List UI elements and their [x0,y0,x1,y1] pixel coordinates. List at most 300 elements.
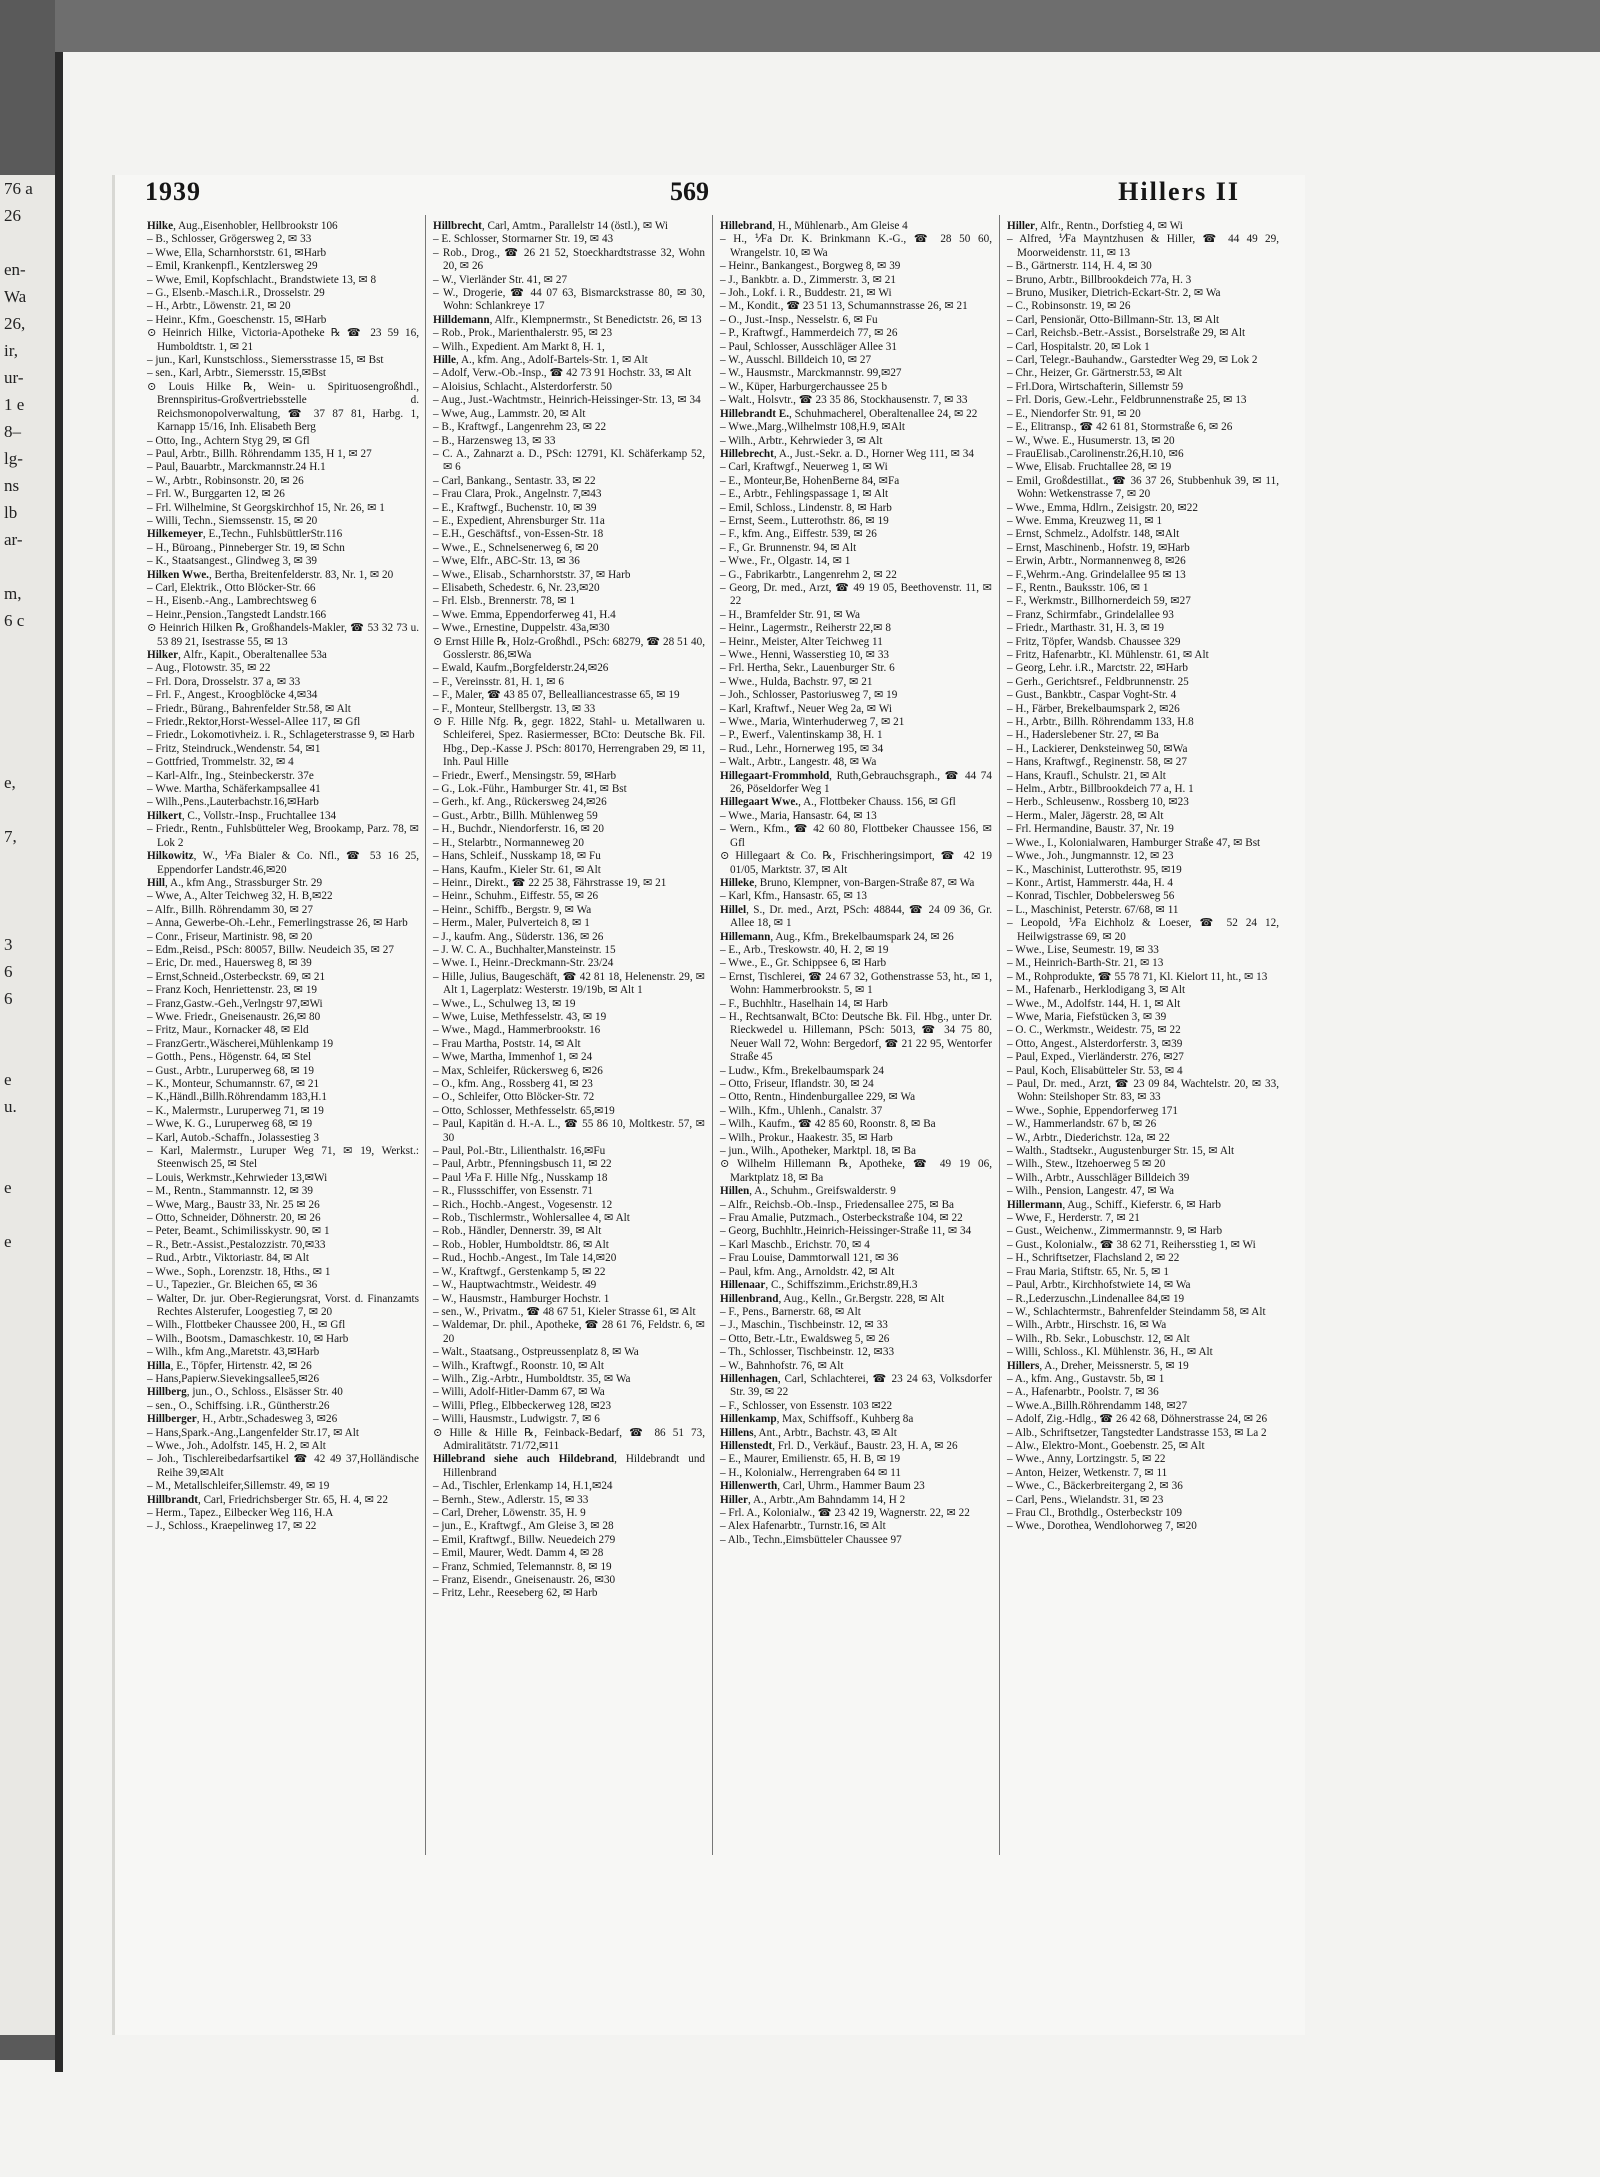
directory-entry: – Walter, Dr. jur. Ober-Regierungsrat, Vorst. d. Finanzamts Rechtes Alsterufer, Loogestieg 7, ✉ 20 [147,1292,419,1318]
directory-entry: – Karl, Malermstr., Luruper Weg 71, ✉ 19, Werkst.: Steenwisch 25, ✉ Stel [147,1145,419,1171]
page-year: 1939 [145,177,201,206]
directory-entry: – Ad., Tischler, Erlenkamp 14, H.1,✉24 [433,1480,613,1493]
directory-entry: – Paul ⅟Fa F. Hille Nfg., Nusskamp 18 [433,1171,608,1184]
previous-page-fragment [0,1579,55,1606]
directory-entry: – G., Elsenb.-Masch.i.R., Drosselstr. 29 [147,287,325,300]
previous-page-fragment: e [4,1070,12,1089]
directory-entry: – Walt., Arbtr., Langestr. 48, ✉ Wa [720,756,877,769]
directory-entry: – Rob., Tischlermstr., Wohlersallee 4, ✉ Alt [433,1212,630,1225]
directory-entry: Hillebrandt E., Schuhmacherel, Oberaltenallee 24, ✉ 22 [720,407,978,420]
directory-entry: – Karl, Autob.-Schaffn., Jolassestieg 3 [147,1131,319,1144]
directory-entry: – Gust., Bankbtr., Caspar Voght-Str. 4 [1007,689,1177,702]
directory-entry: – Frl. W., Burggarten 12, ✉ 26 [147,488,285,501]
directory-entry: – Heinr., Direkt., ☎ 22 25 38, Fährstrasse 19, ✉ 21 [433,876,667,889]
directory-entry: Hillenaar, C., Schiffszimm.,Erichstr.89,H.3 [720,1279,918,1292]
directory-entry: – Conr., Friseur, Martinistr. 98, ✉ 20 [147,930,313,943]
directory-entry: – J., Schloss., Kraepelinweg 17, ✉ 22 [147,1520,317,1533]
directory-entry: Hilkert, C., Vollstr.-Insp., Fruchtallee 134 [147,809,337,822]
directory-entry: – Helm., Arbtr., Billbrookdeich 77 a, H. 1 [1007,783,1194,796]
directory-entry: – C., Robinsonstr. 19, ✉ 26 [1007,300,1131,313]
directory-entry: – Wilh., Arbtr., Kehrwieder 3, ✉ Alt [720,434,883,447]
directory-entry: – Wilh.,Pens.,Lauterbachstr.16,✉Harb [147,796,319,809]
directory-entry: – Walth., Stadtsekr., Augustenburger Str. 15, ✉ Alt [1007,1145,1235,1158]
directory-entry: – Rud., Lehr., Hornerweg 195, ✉ 34 [720,742,884,755]
directory-entry: – Heinr., Lagermstr., Reiherstr 22,✉ 8 [720,622,891,635]
directory-entry: – Wwe. Friedr., Gneisenaustr. 26,✉ 80 [147,1010,321,1023]
directory-entry: – jun., E., Kraftwgf., Am Gleise 3, ✉ 28 [433,1520,614,1533]
directory-entry: – Wwe.A.,Billh.Röhrendamm 148, ✉27 [1007,1399,1188,1412]
directory-entry: – Emil, Schloss., Lindenstr. 8, ✉ Harb [720,501,892,514]
directory-entry: – H., Arbtr., Löwenstr. 21, ✉ 20 [147,300,291,313]
running-head: Hillers II [1118,177,1240,206]
previous-page-fragment: 1 e [4,395,25,414]
previous-page-fragment: 26 [4,206,21,225]
directory-entry: – Wwe, Marg., Baustr 33, Nr. 25 ✉ 26 [147,1198,320,1211]
directory-entry: – sen., O., Schiffsing. i.R., Güntherstr.26 [147,1399,330,1412]
directory-entry: – Heinr., Meister, Alter Teichweg 11 [720,635,883,648]
directory-entry: Hillegaart-Frommhold, Ruth,Gebrauchsgraph., ☎ 44 74 26, Pöseldorfer Weg 1 [720,769,992,796]
directory-entry: – Gust., Arbtr., Luruperweg 68, ✉ 19 [147,1064,314,1077]
directory-entry: Hilldemann, Alfr., Klempnermstr., St Benedictstr. 26, ✉ 13 [433,313,702,326]
directory-entry: – Frl. A., Kolonialw., ☎ 23 42 19, Wagnerstr. 22, ✉ 22 [720,1507,970,1519]
directory-entry: – Karl-Alfr., Ing., Steinbeckerstr. 37e [147,769,314,782]
directory-entry: – Carl, Dreher, Löwenstr. 35, H. 9 [433,1507,586,1519]
directory-entry: – Gerh., Gerichtsref., Feldbrunnenstr. 25 [1007,675,1189,688]
previous-page-fragment [0,1633,55,1660]
previous-page-fragment [0,1687,55,1714]
directory-entry: – M., Rohprodukte, ☎ 55 78 71, Kl. Kielort 11, ht., ✉ 13 [1007,970,1268,983]
directory-entry: – Rich., Hochb.-Angest., Vogesenstr. 12 [433,1198,613,1211]
directory-entry: Hillenhagen, Carl, Schlachterei, ☎ 23 24 63, Volksdorfer Str. 39, ✉ 22 [720,1372,992,1399]
directory-entry: – Aloisius, Schlacht., Alsterdorferstr. 50 [433,380,612,393]
directory-entry: – Paul, kfm. Ang., Arnoldstr. 42, ✉ Alt [720,1265,895,1278]
directory-entry: – Paul, Koch, Elisabütteler Str. 53, ✉ 4 [1007,1064,1183,1077]
directory-entry: – Alb., Schriftsetzer, Tangstedter Landstrasse 153, ✉ La 2 [1007,1426,1267,1439]
directory-entry: Hillel, S., Dr. med., Arzt, PSch: 48844, ☎ 24 09 36, Gr. Allee 18, ✉ 1 [720,903,992,930]
directory-entry: – Wwe., Lise, Seumestr. 19, ✉ 33 [1007,943,1159,956]
previous-page-fragment: ar- [4,530,23,549]
directory-entry: – E., Monteur,Be, HohenBerne 84, ✉Fa [720,474,900,487]
previous-page-fragment: m, [4,584,22,603]
directory-entry: Hillebrand siehe auch Hildebrand, Hildebrandt und Hillenbrand [433,1453,706,1479]
directory-entry: – W., Hauptwachtmstr., Weidestr. 49 [433,1279,597,1292]
directory-entry: – Franz Koch, Henriettenstr. 23, ✉ 19 [147,984,318,997]
directory-entry: – Wwe., E., Schnelsenerweg 6, ✉ 20 [433,541,599,554]
directory-entry: – Wilh., Zig.-Arbtr., Humboldtstr. 35, ✉ Wa [433,1372,631,1385]
directory-entry: – Wwe, Maria, Fiefstücken 3, ✉ 39 [1007,1010,1167,1023]
directory-entry: – Alfr., Reichsb.-Ob.-Insp., Friedensallee 275, ✉ Ba [720,1198,955,1211]
previous-page-fragment: en- [4,260,26,279]
directory-entry: – Karl, Kraftwf., Neuer Weg 2a, ✉ Wi [720,702,892,715]
directory-entry: – Ludw., Kfm., Brekelbaumspark 24 [720,1064,884,1077]
directory-entry: – Ernst, Seem., Lutterothstr. 86, ✉ 19 [720,514,889,527]
directory-entry: – E., Kraftwgf., Buchenstr. 10, ✉ 39 [433,501,597,514]
directory-entry: – L., Maschinist, Peterstr. 67/68, ✉ 11 [1007,903,1179,916]
directory-entry: – Gerh., kf. Ang., Rückersweg 24,✉26 [433,796,607,809]
directory-entry: Hillenbrand, Aug., Kelln., Gr.Bergstr. 228, ✉ Alt [720,1292,945,1305]
directory-entry: – Wilh., kfm Ang.,Maretstr. 43,✉Harb [147,1346,320,1359]
directory-entry: – Hans,Spark.-Ang.,Langenfelder Str.17, ✉ Alt [147,1426,359,1439]
directory-entry: – Wilh., Stew., Itzehoerweg 5 ✉ 20 [1007,1158,1166,1171]
scan-background-top [0,0,1600,52]
column-rule [999,215,1000,1855]
directory-entry: – Otto, Angest., Alsterdorferstr. 3, ✉39 [1007,1037,1183,1050]
directory-entry: – Paul, Kapitän d. H.-A. L., ☎ 55 86 10, Moltkestr. 57, ✉ 30 [433,1118,705,1144]
directory-entry: – Carl, Elektrik., Otto Blöcker-Str. 66 [147,581,316,594]
directory-entry: – P., Ewerf., Valentinskamp 38, H. 1 [720,729,883,742]
previous-page-fragment [0,1552,55,1579]
directory-entry: – Joh., Schlosser, Pastoriusweg 7, ✉ 19 [720,689,898,702]
directory-entry: – G., Lok.-Führ., Hamburger Str. 41, ✉ Bst [433,783,627,796]
directory-entry: – Bruno, Arbtr., Billbrookdeich 77a, H. 3 [1007,273,1192,286]
directory-entry: Hiller, Alfr., Rentn., Dorfstieg 4, ✉ Wi [1007,220,1183,232]
directory-entry: – Emil, Krankenpfl., Kentzlersweg 29 [147,260,318,273]
directory-entry: – Wwe., L., Schulweg 13, ✉ 19 [433,997,576,1010]
page-header [145,177,1285,209]
directory-entry: – Frau Amalie, Putzmach., Osterbeckstraße 104, ✉ 22 [720,1212,963,1225]
directory-entry: Hilke, Aug.,Eisenhobler, Hellbrookstr 106 [147,220,338,232]
directory-entry: – Karl Maschb., Erichstr. 70, ✉ 4 [720,1238,870,1251]
directory-entry: – R., Betr.-Assist.,Pestalozzistr. 70,✉33 [147,1238,326,1251]
directory-entry: – Karl, Kfm., Hansastr. 65, ✉ 13 [720,890,868,903]
directory-entry: – F., Werkmstr., Billhornerdeich 59, ✉27 [1007,595,1191,608]
directory-entry: – Wwe, F., Herderstr. 7, ✉ 21 [1007,1212,1140,1225]
previous-page-fragment [0,1282,55,1309]
directory-entry: – Wilh., Flottbeker Chaussee 200, H., ✉ Gfl [147,1319,346,1332]
directory-entry: ⊙ Hille & Hille ℞, Feinback-Bedarf, ☎ 86 51 73, Admiralitätstr. 71/72,✉11 [433,1426,705,1452]
directory-column-2 [433,220,705,1601]
directory-entry: – H., Büroang., Pinneberger Str. 19, ✉ Schn [147,541,345,554]
previous-page-fragment [0,229,55,256]
directory-entry: – Friedr.,Rektor,Horst-Wessel-Allee 117, ✉ Gfl [147,716,361,729]
directory-entry: – H., ⅟Fa Dr. K. Brinkmann K.-G., ☎ 28 50 60, Wrangelstr. 10, ✉ Wa [720,233,992,259]
directory-entry: – W., Bahnhofstr. 76, ✉ Alt [720,1359,844,1372]
directory-entry: – sen., Karl, Arbtr., Siemersstr. 15,✉Bst [147,367,327,380]
directory-entry: Hillebrand, H., Mühlenarb., Am Gleise 4 [720,220,908,232]
previous-page-fragment: 6 c [4,611,25,630]
directory-entry: – Waldemar, Dr. phil., Apotheke, ☎ 28 61 76, Feldstr. 6, ✉ 20 [433,1319,705,1345]
previous-page-fragment [0,1525,55,1552]
directory-entry: – F., Gr. Brunnenstr. 94, ✉ Alt [720,541,857,554]
directory-entry: – H., Eisenb.-Ang., Lambrechtsweg 6 [147,595,317,608]
previous-page-fragment: ns [4,476,20,495]
directory-entry: – Rud., Hochb.-Angest., Im Tale 14,✉20 [433,1252,617,1265]
previous-page-fragment: 8– [4,422,21,441]
previous-page-fragment [0,1120,55,1147]
directory-entry: – Franz, Schirmfabr., Grindelallee 93 [1007,608,1174,621]
directory-entry: – E., Arb., Treskowstr. 40, H. 2, ✉ 19 [720,943,889,956]
directory-entry: – Carl, Reichsb.-Betr.-Assist., Borselstraße 29, ✉ Alt [1007,327,1246,340]
directory-entry: – Frl. Doris, Gew.-Lehr., Feldbrunnenstraße 25, ✉ 13 [1007,394,1247,407]
directory-entry: – Ernst,Schneid.,Osterbeckstr. 69, ✉ 21 [147,970,326,983]
directory-entry: – Wilh., Kfm., Uhlenh., Canalstr. 37 [720,1104,883,1117]
directory-entry: – K.,Händl.,Billh.Röhrendamm 183,H.1 [147,1091,327,1104]
directory-entry: – Willi, Schloss., Kl. Mühlenstr. 36, H., ✉ Alt [1007,1346,1213,1359]
directory-entry: – Wwe, Martha, Immenhof 1, ✉ 24 [433,1051,593,1064]
directory-entry: ⊙ Ernst Hille ℞, Holz-Großhdl., PSch: 68279, ☎ 28 51 40, Gosslerstr. 86,✉Wa [433,635,705,661]
directory-entry: – Joh., Tischlereibedarfsartikel ☎ 42 49 37,Holländische Reihe 39,✉Alt [147,1453,419,1479]
directory-entry: – Carl, Pens., Wielandstr. 31, ✉ 23 [1007,1493,1164,1506]
directory-entry: – W., Ausschl. Billdeich 10, ✉ 27 [720,354,872,367]
directory-entry: – Otto, Friseur, Iflandstr. 30, ✉ 24 [720,1078,874,1090]
directory-entry: – E., Niendorfer Str. 91, ✉ 20 [1007,407,1141,420]
directory-entry: – Wwe, Aug., Lammstr. 20, ✉ Alt [433,407,586,420]
previous-page-fragment [0,1039,55,1066]
directory-entry: – Herm., Tapez., Eilbecker Weg 116, H.A [147,1507,334,1519]
directory-entry: – Frl. Hermandine, Baustr. 37, Nr. 19 [1007,823,1174,836]
directory-entry: – Ernst, Tischlerei, ☎ 24 67 32, Gothenstrasse 53, ht., ✉ 1, Wohn: Hammerbrookstr. 5, ✉ 1 [720,970,992,997]
directory-entry: – W., Hammerlandstr. 67 b, ✉ 26 [1007,1118,1157,1131]
directory-entry: – Franz, Eisendr., Gneisenaustr. 26, ✉30 [433,1574,616,1587]
directory-entry: – Wwe., E., Gr. Schippsee 6, ✉ Harb [720,957,887,970]
directory-entry: – Wilh., Pension, Langestr. 47, ✉ Wa [1007,1185,1175,1198]
directory-page [115,175,1305,2035]
directory-entry: Hillenstedt, Frl. D., Verkäuf., Baustr. 23, H. A, ✉ 26 [720,1439,958,1452]
directory-entry: – Heinr., Kfm., Goeschenstr. 15, ✉Harb [147,313,327,326]
directory-entry: – Edm.,Reisd., PSch: 80057, Billw. Neudeich 35, ✉ 27 [147,943,394,956]
previous-page-fragment [0,1471,55,1498]
directory-entry: Hillers, A., Dreher, Meissnerstr. 5, ✉ 19 [1007,1359,1189,1372]
previous-page-fragment: e [4,1232,12,1251]
previous-page-fragment [0,904,55,931]
directory-entry: – Wwe., I., Kolonialwaren, Hamburger Straße 47, ✉ Bst [1007,836,1261,849]
directory-entry: – Carl, Telegr.-Bauhandw., Garstedter Weg 29, ✉ Lok 2 [1007,354,1258,367]
previous-page-fragment [0,1336,55,1363]
previous-page-fragment [0,1390,55,1417]
directory-entry: – Carl, Hospitalstr. 20, ✉ Lok 1 [1007,340,1150,353]
directory-entry: – O., Just.-Insp., Nesselstr. 6, ✉ Fu [720,313,878,326]
directory-entry: – W., Vierländer Str. 41, ✉ 27 [433,273,568,286]
directory-entry: – Paul, Dr. med., Arzt, ☎ 23 09 84, Wachtelstr. 20, ✉ 33, Wohn: Steilshoper Str. 83, ✉ 33 [1007,1078,1279,1104]
directory-entry: – Wilh., Arbtr., Hirschstr. 16, ✉ Wa [1007,1319,1167,1332]
directory-entry: – Willi, Pfleg., Elbbeckerweg 128, ✉23 [433,1399,612,1412]
directory-entry: – Paul, Bauarbtr., Marckmannstr.24 H.1 [147,461,326,474]
directory-entry: Hilleke, Bruno, Klempner, von-Bargen-Straße 87, ✉ Wa [720,876,975,889]
directory-entry: – F., Monteur, Stellbergstr. 13, ✉ 33 [433,702,596,715]
directory-entry: – Carl, Bankang., Sentastr. 33, ✉ 22 [433,474,596,487]
directory-entry: – Wwe., Maria, Hansastr. 64, ✉ 13 [720,809,877,822]
directory-entry: – Rud., Arbtr., Viktoriastr. 84, ✉ Alt [147,1252,310,1265]
directory-entry: – W., Schlachtermstr., Bahrenfelder Steindamm 58, ✉ Alt [1007,1305,1266,1318]
directory-entry: – Anna, Gewerbe-Oh.-Lehr., Femerlingstrasse 26, ✉ Harb [147,917,408,930]
directory-entry: – Gust., Kolonialw., ☎ 38 62 71, Reihersstieg 1, ✉ Wi [1007,1238,1256,1251]
directory-entry: – Willi, Techn., Siemssenstr. 15, ✉ 20 [147,514,318,527]
directory-entry: – F., Buchhltr., Haselhain 14, ✉ Harb [720,997,888,1010]
directory-entry: – Frau Louise, Dammtorwall 121, ✉ 36 [720,1252,899,1265]
directory-entry: – Friedr., Ewerf., Mensingstr. 59, ✉Harb [433,769,617,782]
previous-page-fragment [0,1012,55,1039]
previous-page-fragment: lg- [4,449,23,468]
directory-entry: – Ewald, Kaufm.,Borgfelderstr.24,✉26 [433,662,609,675]
directory-entry: – Wilh., Kaufm., ☎ 42 85 60, Roonstr. 8, ✉ Ba [720,1118,936,1131]
directory-entry: – J., Bankbtr. a. D., Zimmerstr. 3, ✉ 21 [720,273,896,286]
directory-entry: – Wwe., Ernestine, Duppelstr. 43a,✉30 [433,622,610,635]
directory-entry: Hilker, Alfr., Kapit., Oberaltenallee 53a [147,649,327,661]
directory-entry: – Heinr., Schiffb., Bergstr. 9, ✉ Wa [433,903,592,916]
directory-entry: – H., Arbtr., Billh. Röhrendamm 133, H.8 [1007,716,1194,729]
directory-entry: – Walt., Holsvtr., ☎ 23 35 86, Stockhausenstr. 7, ✉ 33 [720,394,968,407]
previous-page-fragment [0,1768,55,1795]
previous-page-fragment [0,1444,55,1471]
directory-entry: – Frl. Wilhelmine, St Georgskirchhof 15, Nr. 26, ✉ 1 [147,501,385,514]
directory-entry: – H., Haderslebener Str. 27, ✉ Ba [1007,729,1159,742]
directory-entry: – Friedr., Marthastr. 31, H. 3, ✉ 19 [1007,622,1164,635]
directory-entry: ⊙ Wilhelm Hillemann ℞, Apotheke, ☎ 49 19 06, Marktplatz 18, ✉ Ba [720,1158,992,1184]
directory-entry: – Wwe., Elisab., Scharnhorststr. 37, ✉ Harb [433,568,631,581]
directory-entry: Hill, A., kfm Ang., Strassburger Str. 29 [147,876,323,889]
previous-page-fragment: ir, [4,341,18,360]
directory-entry: – Anton, Heizer, Wetkenstr. 7, ✉ 11 [1007,1466,1168,1479]
directory-entry: – Paul, Exped., Vierländerstr. 276, ✉27 [1007,1051,1184,1064]
directory-entry: – Franz,Gastw.-Geh.,Verlngstr 97,✉Wi [147,997,323,1010]
previous-page-fragment [0,1822,55,1849]
directory-entry: – Rob., Händler, Dennerstr. 39, ✉ Alt [433,1225,602,1238]
directory-entry: – Otto, Schneider, Döhnerstr. 20, ✉ 26 [147,1212,321,1225]
directory-entry: – Heinr., Bankangest., Borgweg 8, ✉ 39 [720,260,901,273]
directory-entry: – Wwe, K. G., Luruperweg 68, ✉ 19 [147,1118,313,1131]
directory-entry: – Frau Clara, Prok., Angelnstr. 7,✉43 [433,488,602,501]
directory-entry: – C. A., Zahnarzt a. D., PSch: 12791, Kl. Schäferkamp 52, ✉ 6 [433,447,705,474]
directory-entry: – M., Rentn., Stammannstr. 12, ✉ 39 [147,1185,313,1198]
directory-entry: – Paul, Arbtr., Kirchhofstwiete 14, ✉ Wa [1007,1279,1191,1292]
directory-entry: – Aug., Just.-Wachtmstr., Heinrich-Heissinger-Str. 13, ✉ 34 [433,394,701,407]
directory-entry: – Carl, Pensionär, Otto-Billmann-Str. 13, ✉ Alt [1007,313,1220,326]
page-number: 569 [670,177,709,206]
directory-entry: – Rob., Hobler, Humboldtstr. 86, ✉ Alt [433,1238,609,1251]
previous-page-fragment: 3 [4,935,13,954]
directory-entry: – Emil, Kraftwgf., Billw. Neuedeich 279 [433,1533,616,1546]
directory-entry: – Willi, Hausmstr., Ludwigstr. 7, ✉ 6 [433,1413,600,1426]
directory-entry: ⊙ Heinrich Hilken ℞, Großhandels-Makler, ☎ 53 32 73 u. 53 89 21, Isestrasse 55, ✉ 13 [147,622,419,648]
previous-page-fragment [0,850,55,877]
directory-entry: – Wwe., Magd., Hammerbrookstr. 16 [433,1024,601,1037]
directory-entry: – Wwe, Ella, Scharnhorststr. 61, ✉Harb [147,246,327,259]
previous-page-fragment: u. [4,1097,17,1116]
directory-column-3 [720,220,992,1547]
directory-entry: – Paul, Schlosser, Ausschläger Allee 31 [720,340,897,353]
directory-entry: – Louis, Werkmstr.,Kehrwieder 13,✉Wi [147,1171,328,1184]
directory-entry: – Gust., Arbtr., Billh. Mühlenweg 59 [433,809,598,822]
directory-entry: – FrauElisab.,Carolinenstr.26,H.10, ✉6 [1007,447,1184,460]
directory-entry: – F., Pens., Barnerstr. 68, ✉ Alt [720,1305,861,1318]
directory-entry: – Wwe., Joh., Jungmannstr. 12, ✉ 23 [1007,850,1174,863]
directory-entry: Hillermann, Aug., Schiff., Kieferstr. 6, ✉ Harb [1007,1198,1221,1211]
directory-entry: – F., Maler, ☎ 43 85 07, Bellealliancestrasse 65, ✉ 19 [433,689,680,702]
previous-page-fragment [0,742,55,769]
previous-page-fragment [0,553,55,580]
directory-entry: – P., Kraftwgf., Hammerdeich 77, ✉ 26 [720,327,898,340]
directory-entry: – Fritz, Töpfer, Wandsb. Chaussee 329 [1007,635,1181,648]
directory-entry: – Frl. F., Angest., Kroogblöcke 4,✉34 [147,689,318,702]
directory-entry: – Ernst, Schmelz., Adolfstr. 148, ✉Alt [1007,528,1180,541]
directory-entry: – Emil, Maurer, Wedt. Damm 4, ✉ 28 [433,1547,604,1560]
directory-entry: – Wwe, Emil, Kopfschlacht., Brandstwiete 13, ✉ 8 [147,273,377,286]
directory-entry: – Adolf, Zig.-Hdlg., ☎ 26 42 68, Döhnerstrasse 24, ✉ 26 [1007,1413,1268,1426]
directory-entry: – W., Hausmstr., Marckmannstr. 99,✉27 [720,367,902,380]
directory-entry: – Wwe. Martha, Schäferkampsallee 41 [147,783,321,796]
directory-entry: – Franz, Schmied, Telemannstr. 8, ✉ 19 [433,1560,612,1573]
directory-entry: – Wwe, A., Alter Teichweg 32, H. B,✉22 [147,890,333,903]
directory-entry: Hillberg, jun., O., Schloss., Elsässer Str. 40 [147,1386,343,1399]
directory-entry: – Wwe., Soph., Lorenzstr. 18, Hths., ✉ 1 [147,1265,331,1278]
directory-entry: – W., Arbtr., Robinsonstr. 20, ✉ 26 [147,474,304,487]
previous-page-fragment [0,1255,55,1282]
directory-entry: – Heinr., Schuhm., Eiffestr. 55, ✉ 26 [433,890,599,903]
directory-entry: – Alb., Techn.,Eimsbütteler Chaussee 97 [720,1533,902,1546]
previous-page-fragment [0,1714,55,1741]
directory-entry: – K., Malermstr., Luruperweg 71, ✉ 19 [147,1104,324,1117]
directory-entry: – Rob., Prok., Marienthalerstr. 95, ✉ 23 [433,327,613,340]
previous-page-fragment [0,688,55,715]
directory-entry: – Alfred, ⅟Fa Mayntzhusen & Hiller, ☎ 44 49 29, Moorweidenstr. 11, ✉ 13 [1007,233,1279,259]
directory-entry: – Wwe., Joh., Adolfstr. 145, H. 2, ✉ Alt [147,1439,326,1452]
directory-entry: – E., Arbtr., Fehlingspassage 1, ✉ Alt [720,488,889,501]
directory-entry: – Hans, Schleif., Nusskamp 18, ✉ Fu [433,850,601,863]
directory-entry: – Wwe, Elisab. Fruchtallee 28, ✉ 19 [1007,461,1172,474]
previous-page-fragment [0,1147,55,1174]
directory-entry: – Friedr., Lokomotivheiz. i. R., Schlageterstrasse 9, ✉ Harb [147,729,415,742]
directory-entry: Hilken Wwe., Bertha, Breitenfelderstr. 83, Nr. 1, ✉ 20 [147,568,394,581]
directory-entry: – Paul, Arbtr., Pfenningsbusch 11, ✉ 22 [433,1158,612,1171]
directory-entry: – B., Kraftwgf., Langenrehm 23, ✉ 22 [433,421,607,434]
directory-entry: – H., Lackierer, Denksteinweg 50, ✉Wa [1007,742,1188,755]
directory-entry: – H., Färber, Brekelbaumspark 2, ✉26 [1007,702,1180,715]
directory-entry: – Wilh., Rb. Sekr., Lobuschstr. 12, ✉ Alt [1007,1332,1190,1345]
directory-entry: – Wwe., Emma, Hdlrn., Zeisigstr. 20, ✉22 [1007,501,1198,514]
directory-entry: – Wilh., Expedient. Am Markt 8, H. 1, [433,340,605,353]
directory-entry: – Wwe. I., Heinr.-Dreckmann-Str. 23/24 [433,957,614,970]
directory-entry: – O. C., Werkmstr., Weidestr. 75, ✉ 22 [1007,1024,1181,1037]
column-rule [712,215,713,1855]
directory-entry: – W., Küper, Harburgerchaussee 25 b [720,380,888,393]
directory-entry: – Fritz, Hafenarbtr., Kl. Mühlenstr. 61, ✉ Alt [1007,649,1209,661]
previous-page-fragment [0,1741,55,1768]
directory-entry: – Heinr.,Pension.,Tangstedt Landstr.166 [147,608,327,621]
previous-page-fragment: 6 [4,962,13,981]
directory-entry: – E., Elitransp., ☎ 42 61 81, Stormstraße 6, ✉ 26 [1007,421,1233,434]
directory-entry: Hillens, Ant., Arbtr., Bachstr. 43, ✉ Alt [720,1426,897,1439]
directory-entry: – Bernh., Stew., Adlerstr. 15, ✉ 33 [433,1493,589,1506]
directory-entry: – A., Hafenarbtr., Poolstr. 7, ✉ 36 [1007,1386,1159,1399]
directory-entry: – H., Buchdr., Niendorferstr. 16, ✉ 20 [433,823,604,836]
directory-entry: – H., Stelarbtr., Normanneweg 20 [433,836,584,849]
directory-entry: – F., Schlosser, von Essenstr. 103 ✉22 [720,1399,893,1412]
directory-entry: – H., Kolonialw., Herrengraben 64 ✉ 11 [720,1466,901,1479]
directory-entry: – A., kfm. Ang., Gustavstr. 5b, ✉ 1 [1007,1372,1165,1385]
previous-page-fragment [0,1201,55,1228]
directory-entry: – Fritz, Maur., Kornacker 48, ✉ Eld [147,1024,309,1037]
directory-entry: Hiller, A., Arbtr.,Am Bahndamm 14, H 2 [720,1493,906,1506]
directory-entry: – Frau Martha, Poststr. 14, ✉ Alt [433,1037,581,1050]
previous-page-fragment [0,1795,55,1822]
previous-page-fragment [0,1417,55,1444]
directory-entry: – Frl. Elsb., Brennerstr. 78, ✉ 1 [433,595,576,608]
directory-entry: – Frau Maria, Stiftstr. 65, Nr. 5, ✉ 1 [1007,1265,1169,1278]
directory-entry: – Wwe., Anny, Lortzingstr. 5, ✉ 22 [1007,1453,1166,1466]
directory-entry: Hillebrecht, A., Just.-Sekr. a. D., Horner Weg 111, ✉ 34 [720,447,974,460]
directory-entry: – R.,Lederzuschn.,Lindenallee 84,✉ 19 [1007,1292,1185,1305]
directory-entry: – W., Arbtr., Diederichstr. 12a, ✉ 22 [1007,1131,1170,1144]
directory-entry: – jun., Wilh., Apotheker, Marktpl. 18, ✉ Ba [720,1145,916,1158]
previous-page-fragment [0,1363,55,1390]
directory-entry: – K., Monteur, Schumannstr. 67, ✉ 21 [147,1078,320,1090]
directory-entry: – Walt., Staatsang., Ostpreussenplatz 8, ✉ Wa [433,1346,639,1359]
directory-entry: – J., Maschin., Tischbeinstr. 12, ✉ 33 [720,1319,888,1332]
directory-entry: Hillenkamp, Max, Schiffsoff., Kuhberg 8a [720,1413,914,1426]
directory-entry: Hillberger, H., Arbtr.,Schadesweg 3, ✉26 [147,1413,338,1426]
directory-entry: – Konrad, Tischler, Dobbelersweg 56 [1007,890,1175,903]
directory-entry: – Hans, Kaufm., Kieler Str. 61, ✉ Alt [433,863,601,876]
